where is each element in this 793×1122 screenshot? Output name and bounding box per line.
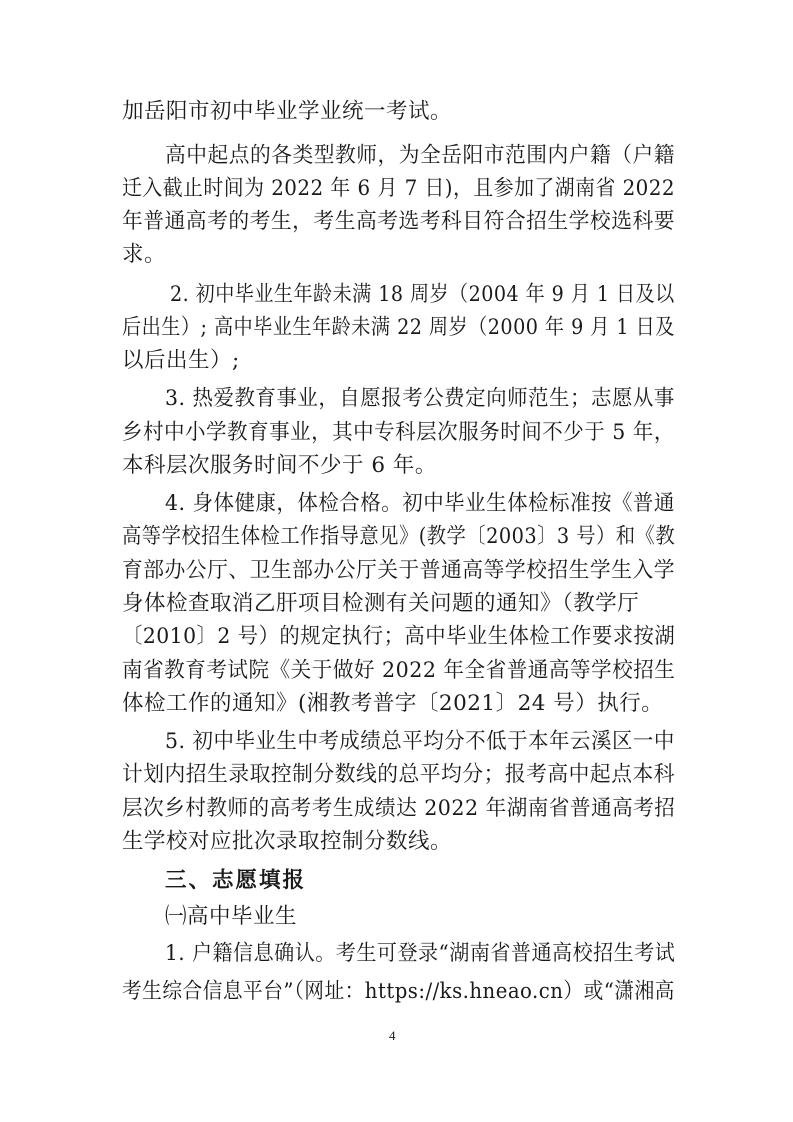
paragraph-line: 本科层次服务时间不少于 6 年。 bbox=[122, 453, 437, 478]
paragraph-line: 4. 身体健康，体检合格。初中毕业生体检标准按《普通 bbox=[165, 491, 675, 516]
paragraph-line: 5. 初中毕业生中考成绩总平均分不低于本年云溪区一中 bbox=[165, 729, 675, 754]
page-number: 4 bbox=[389, 1028, 396, 1043]
paragraph-line: 年普通高考的考生，考生高考选考科目符合招生学校选科要 bbox=[122, 209, 676, 234]
subsection-heading: ㈠高中毕业生 bbox=[165, 904, 298, 929]
paragraph-line: 〔2010〕2 号）的规定执行；高中毕业生体检工作要求按湖 bbox=[122, 624, 676, 649]
paragraph-line: 求。 bbox=[122, 242, 167, 267]
paragraph-line: 乡村中小学教育事业，其中专科层次服务时间不少于 5 年， bbox=[122, 420, 675, 445]
paragraph-line: 体检工作的通知》(湘教考普字〔2021〕24 号）执行。 bbox=[122, 691, 664, 716]
paragraph-line: 考生综合信息平台”（网址：https://ks.hneao.cn）或“潇湘高 bbox=[122, 979, 675, 1004]
section-heading: 三、志愿填报 bbox=[165, 868, 307, 893]
paragraph-line: 以后出生）; bbox=[122, 348, 240, 373]
paragraph-line: 身体检查取消乙肝项目检测有关问题的通知》（教学厅 bbox=[122, 591, 640, 616]
paragraph-line: 3. 热爱教育事业，自愿报考公费定向师范生；志愿从事 bbox=[165, 386, 675, 411]
paragraph-line: 计划内招生录取控制分数线的总平均分；报考高中起点本科 bbox=[122, 762, 676, 787]
paragraph-line: 育部办公厅、卫生部办公厅关于普通高等学校招生学生入学 bbox=[122, 558, 676, 583]
paragraph-line: 加岳阳市初中毕业学业统一考试。 bbox=[122, 99, 453, 124]
paragraph-line: 生学校对应批次录取控制分数线。 bbox=[122, 829, 453, 854]
paragraph-line: 后出生）; 高中毕业生年龄未满 22 周岁（2000 年 9 月 1 日及 bbox=[122, 315, 675, 340]
paragraph-line: 高中起点的各类型教师，为全岳阳市范围内户籍（户籍 bbox=[165, 143, 676, 168]
paragraph-line: 高等学校招生体检工作指导意见》(教学〔2003〕3 号）和《教 bbox=[122, 524, 676, 549]
paragraph-line: 层次乡村教师的高考考生成绩达 2022 年湖南省普通高考招 bbox=[122, 796, 676, 821]
paragraph-line: 1. 户籍信息确认。考生可登录“湖南省普通高校招生考试 bbox=[165, 941, 676, 966]
paragraph-line: 2. 初中毕业生年龄未满 18 周岁（2004 年 9 月 1 日及以 bbox=[170, 282, 675, 307]
paragraph-line: 南省教育考试院《关于做好 2022 年全省普通高等学校招生 bbox=[122, 658, 676, 683]
paragraph-line: 迁入截止时间为 2022 年 6 月 7 日)，且参加了湖南省 2022 bbox=[122, 176, 676, 201]
